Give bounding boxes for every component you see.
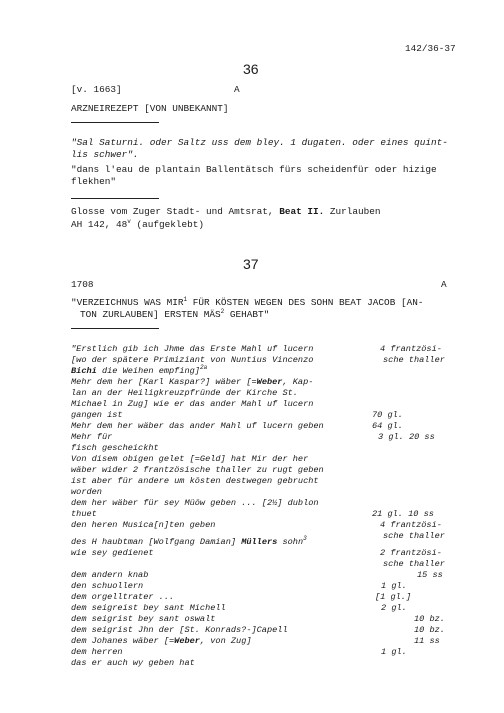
amount: 70 gl. <box>372 410 403 420</box>
entry-text: dem Johanes wäber [= <box>71 636 175 646</box>
document-36-date: [v. 1663] <box>71 84 122 95</box>
document-36-grade: A <box>234 84 240 95</box>
footnote-mark: 2a <box>199 364 208 372</box>
list-item: dem andern knab <box>71 570 149 580</box>
entry-text: des H haubtman [Wolfgang Damian] <box>71 537 237 547</box>
list-item: dem seigrist Jhn der [St. Konrads?-]Capell <box>71 625 288 635</box>
amount: 1 gl. <box>381 647 407 657</box>
amount: 2 gl. <box>381 603 407 613</box>
person-name: Müllers <box>241 537 278 547</box>
source-note: (aufgeklebt) <box>136 219 205 230</box>
person-name: Weber <box>256 377 283 387</box>
document-37-grade: A <box>441 279 447 290</box>
document-37-title <box>80 309 269 320</box>
page-reference: 142/36-37 <box>405 43 456 54</box>
list-item: wäber wider 2 frantzösische thaller zu rugt geben <box>71 465 324 475</box>
list-item: "Erstlich gib ich Jhme das Erste Mahl uf lucern <box>71 344 314 354</box>
list-item: dem orgelltrater ... <box>71 592 175 602</box>
divider <box>71 328 159 329</box>
divider <box>71 122 159 123</box>
amount: [1 gl.] <box>375 592 412 602</box>
list-item <box>71 636 252 646</box>
list-item: ist aber für andere um kösten destwegen gebrucht <box>71 476 319 486</box>
list-item: Mehr für <box>71 432 113 442</box>
list-item: den heren Musica[n]ten geben <box>71 520 216 530</box>
amount: 11 ss <box>414 636 440 646</box>
gloss-text: Glosse vom Zuger Stadt- und Amtsrat, <box>71 206 274 217</box>
amount: sche thaller <box>383 531 445 541</box>
document-37-title <box>71 297 423 308</box>
list-item: dem herren <box>71 647 123 657</box>
entry-text: , von Zug] <box>199 636 252 646</box>
list-item: worden <box>71 487 102 497</box>
footnote-mark: 1 <box>183 295 188 303</box>
list-item: dem seigrist bey sant oswalt <box>71 614 216 624</box>
footnote-mark: 3 <box>303 535 307 543</box>
list-item <box>71 537 307 547</box>
list-item <box>71 366 207 376</box>
document-number-37: 37 <box>243 256 259 272</box>
gloss-person: Beat II. <box>279 206 325 217</box>
amount: sche thaller <box>383 355 445 365</box>
source-ref: AH 142, 48 <box>71 219 128 230</box>
title-part: TON ZURLAUBEN] ERSTEN MÄS <box>80 309 221 320</box>
document-36-quote-line: "Sal Saturni. oder Saltz uss dem bley. 1 dugaten. oder eines quint- <box>71 137 448 148</box>
title-part: "VERZEICHNUS WAS MIR <box>71 297 184 308</box>
document-36-source <box>71 219 204 230</box>
source-sup: v <box>127 217 131 225</box>
document-36-title: ARZNEIREZEPT [VON UNBEKANNT] <box>71 103 229 114</box>
entry-text: , Kap- <box>282 377 314 387</box>
document-37-date: 1708 <box>71 279 94 290</box>
list-item: thuet <box>71 509 97 519</box>
amount: 15 ss <box>417 570 443 580</box>
document-number-36: 36 <box>243 61 259 77</box>
amount: 21 gl. 10 ss <box>372 509 434 519</box>
amount: 10 bz. <box>414 614 445 624</box>
entry-text: sohn <box>282 537 304 547</box>
document-36-quote-line: lis schwer". <box>71 149 139 160</box>
title-part: GEHABT" <box>229 309 270 320</box>
list-item <box>71 377 313 387</box>
list-item: das er auch wy geben hat <box>71 658 195 668</box>
amount: 4 frantzösi- <box>380 520 442 530</box>
document-36-quote-line: flekhen" <box>71 176 117 187</box>
list-item: dem her wäber für sey Müöw geben ... [2½] dublon <box>71 498 319 508</box>
document-36-gloss <box>71 206 380 217</box>
amount: 2 frantzösi- <box>380 548 442 558</box>
amount: 10 bz. <box>414 625 445 635</box>
divider <box>71 198 159 199</box>
amount: 4 frantzösi- <box>380 344 442 354</box>
amount: sche thaller <box>383 559 445 569</box>
document-36-quote-line: "dans l'eau de plantain Ballentätsch fürs scheidenfür oder hizige <box>71 164 437 175</box>
list-item: fisch gescheickht <box>71 443 159 453</box>
list-item: [wo der spätere Primiziant von Nuntius Vincenzo <box>71 355 314 365</box>
list-item: Von disem obigen gelet [=Geld] hat Mir der her <box>71 454 309 464</box>
footnote-mark: 2 <box>220 307 225 315</box>
amount: 1 gl. <box>381 581 407 591</box>
list-item: gangen ist <box>71 410 123 420</box>
person-name: Weber <box>174 636 200 646</box>
amount: 64 gl. <box>372 421 403 431</box>
title-part: FÜR KÖSTEN WEGEN DES SOHN BEAT JACOB [AN- <box>192 297 424 308</box>
list-item: den schuollern <box>71 581 144 591</box>
list-item: dem seigreist bey sant Michell <box>71 603 226 613</box>
list-item: wie sey gedienet <box>71 548 154 558</box>
list-item: Mehr dem her wäber das ander Mahl uf lucern geben <box>71 421 324 431</box>
entry-text: Mehr dem her [Karl Kaspar?] wäber [= <box>71 377 257 387</box>
gloss-text: Zurlauben <box>329 206 381 217</box>
list-item: Michael in Zug] wie er das ander Mahl uf lucern <box>71 399 314 409</box>
list-item: lan an der Heiligkreuzpfründe der Kirche St. <box>71 388 298 398</box>
entry-text: die Weihen empfing] <box>101 366 200 376</box>
person-name: Bichi <box>71 366 97 376</box>
amount: 3 gl. 20 ss <box>378 432 435 442</box>
